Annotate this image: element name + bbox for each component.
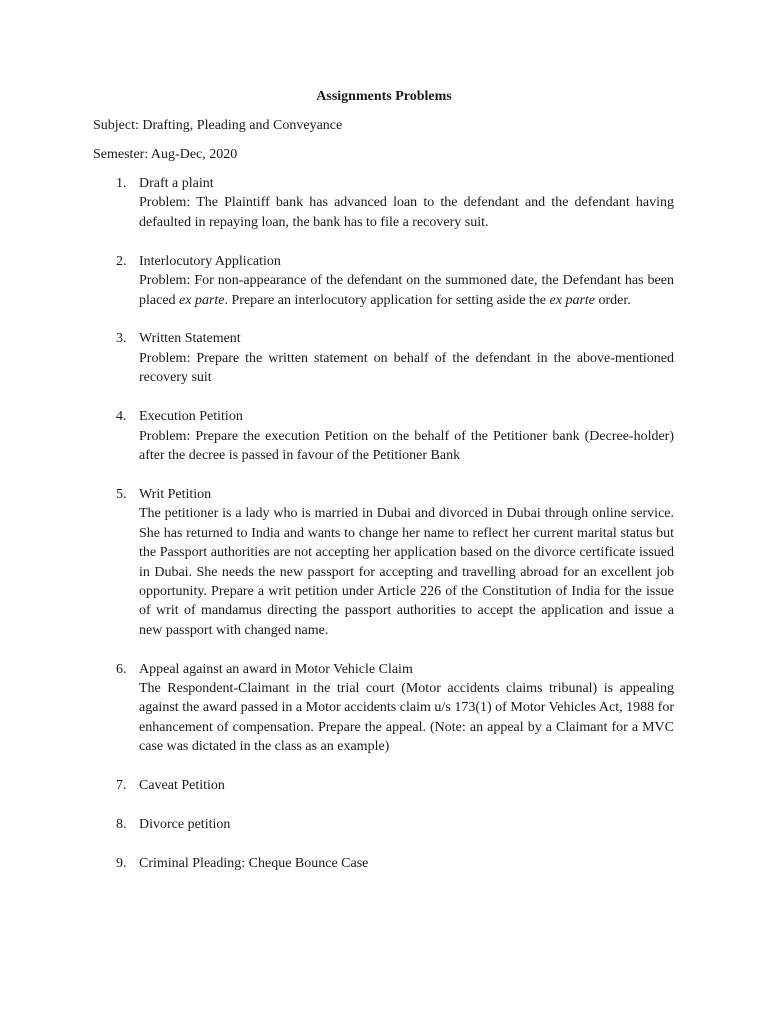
text-segment: Problem: For non-appearance of the defendant on the summoned date, the Defendant has been placed (139, 273, 674, 308)
item-problem-text (139, 271, 674, 310)
assignment-list (0, 174, 768, 893)
item-heading: Written Statement (139, 331, 241, 347)
item-heading: Caveat Petition (139, 778, 225, 794)
item-heading: Criminal Pleading: Cheque Bounce Case (139, 855, 369, 871)
assignment-item (0, 485, 768, 640)
assignment-item (0, 854, 768, 873)
text-segment: The petitioner is a lady who is married in Dubai and divorced in Dubai through online service. She has returned to India and wants to change her name to reflect her current marital status but the Passport authorities are not accepting her application based on the divorce certificate issued in Dubai. She needs the new passport for accepting and travelling abroad for an excellent job opportunity. Prepare a writ petition under Article 226 of the Constitution of India for the issue of writ of mandamus directing the passport authorities to accept the application and issue a new passport with changed name. (139, 506, 674, 638)
item-number: 4. (116, 409, 127, 425)
document-title: Assignments Problems (316, 89, 452, 104)
assignment-item (0, 776, 768, 795)
item-heading: Appeal against an award in Motor Vehicle Claim (139, 661, 413, 677)
item-problem-text (139, 193, 674, 232)
text-segment: Problem: Prepare the written statement on behalf of the defendant in the above-mentioned recovery suit (139, 350, 674, 386)
item-number: 3. (116, 331, 127, 347)
item-heading: Interlocutory Application (139, 253, 281, 269)
item-content (139, 485, 674, 640)
semester-line: Semester: Aug-Dec, 2020 (93, 147, 238, 162)
item-problem-text (139, 427, 674, 466)
text-segment: order. (595, 292, 631, 308)
item-problem-text (139, 349, 674, 388)
item-number: 9. (116, 855, 127, 871)
text-segment: The Respondent-Claimant in the trial court (Motor accidents claims tribunal) is appealing against the award passed in a Motor accidents claim u/s 173(1) of Motor Vehicles Act, 1988 for enhancement of compensation. Prepare the appeal. (Note: an appeal by a Claimant for a MVC case was dictated in the class as an example) (139, 681, 674, 755)
item-problem-text (139, 504, 674, 640)
italic-term: ex parte (549, 292, 596, 308)
assignment-item (0, 815, 768, 834)
item-content (139, 252, 674, 310)
item-number: 8. (116, 817, 127, 833)
item-problem-text (139, 679, 674, 757)
item-content (139, 660, 674, 757)
assignment-item (0, 407, 768, 465)
item-number: 7. (116, 778, 127, 794)
item-content (139, 407, 674, 465)
assignment-item (0, 252, 768, 310)
subject-line: Subject: Drafting, Pleading and Conveyance (93, 118, 343, 133)
item-number: 1. (116, 176, 127, 191)
text-segment: Problem: The Plaintiff bank has advanced loan to the defendant and the defendant having defaulted in repaying loan, the bank has to file a recovery suit. (139, 195, 674, 230)
item-number: 5. (116, 486, 127, 502)
assignment-item (0, 174, 768, 232)
item-heading: Writ Petition (139, 486, 212, 502)
item-content (139, 815, 674, 834)
item-heading: Divorce petition (139, 817, 231, 833)
item-content (139, 174, 674, 232)
item-content (139, 329, 674, 387)
item-content (139, 854, 674, 873)
assignment-item (0, 660, 768, 757)
item-number: 6. (116, 661, 127, 677)
assignment-item (0, 329, 768, 387)
item-heading: Draft a plaint (139, 176, 214, 191)
italic-term: ex parte (179, 292, 225, 308)
text-segment: . Prepare an interlocutory application for setting aside the (224, 292, 550, 308)
item-number: 2. (116, 253, 127, 269)
text-segment: Problem: Prepare the execution Petition on the behalf of the Petitioner bank (Decree-holder) after the decree is passed in favour of the Petitioner Bank (139, 428, 674, 463)
item-content (139, 776, 674, 795)
item-heading: Execution Petition (139, 409, 243, 425)
